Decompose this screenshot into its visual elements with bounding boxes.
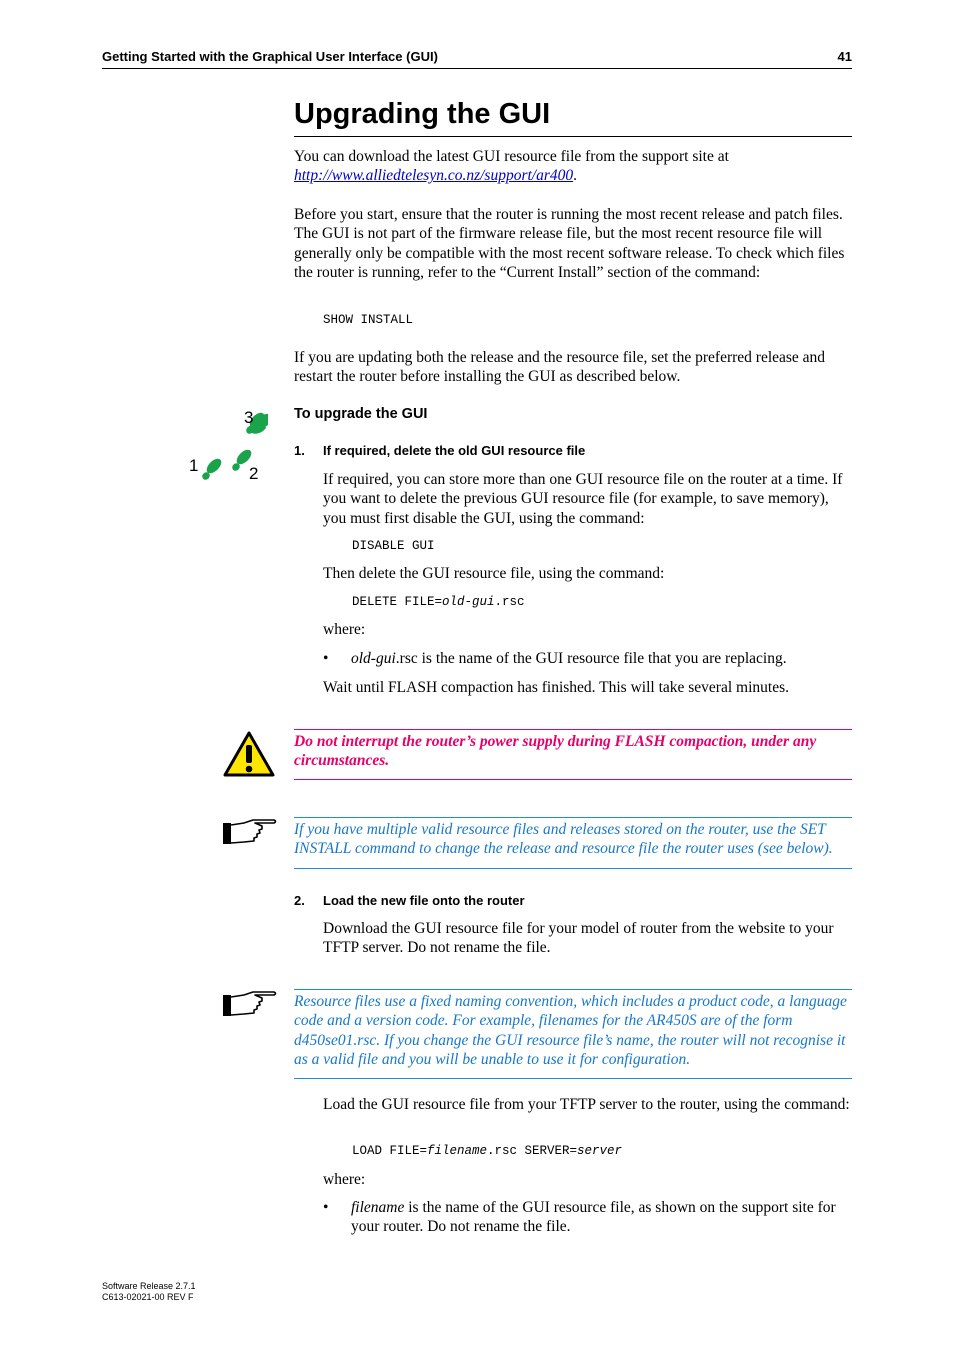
- note2-top-rule: [294, 989, 852, 990]
- procedure-title: To upgrade the GUI: [294, 406, 428, 422]
- support-link[interactable]: http://www.alliedtelesyn.co.nz/support/ar400: [294, 167, 574, 185]
- intro-text: You can download the latest GUI resource file from the support site at: [294, 148, 729, 165]
- bullet-marker: •: [323, 1199, 329, 1216]
- note1-text: If you have multiple valid resource files and releases stored on the router, use the SET INSTALL command to change the release and resource file the router uses (see below).: [294, 821, 833, 858]
- bullet-marker: •: [323, 650, 329, 667]
- step-number-3: 3: [244, 408, 254, 427]
- pointing-hand-icon: [222, 989, 278, 1019]
- warning-icon: [222, 730, 276, 778]
- step-number-2: 2: [249, 464, 259, 483]
- note2-text: Resource files use a fixed naming convention, which includes a product code, a language code and a version code. For example, filenames for the AR450S are of the form d450se01.rsc. If you change the GUI resource file’s name, the router will not recognise it as a valid file and you will be unable to use it for configuration.: [294, 993, 847, 1069]
- step1-text: If required, you can store more than one GUI resource file on the router at a time. If you want to delete the previous GUI resource file (for example, to save memory), you must first disable the GUI, using the command:: [323, 471, 843, 527]
- updating-paragraph: If you are updating both the release and the resource file, set the preferred release and restart the router before installing the GUI as described below.: [294, 349, 826, 386]
- load-text: Load the GUI resource file from your TFTP server to the router, using the command:: [323, 1096, 850, 1113]
- note1-top-rule: [294, 817, 852, 818]
- step1-where: where:: [323, 621, 366, 638]
- step1-bullet: old-gui.rsc is the name of the GUI resource file that you are replacing.: [351, 650, 787, 667]
- step2-title: Load the new file onto the router: [323, 893, 525, 908]
- step1-number: 1.: [294, 443, 305, 458]
- step1-wait: Wait until FLASH compaction has finished. This will take several minutes.: [323, 679, 789, 696]
- step1-title: If required, delete the old GUI resource file: [323, 443, 586, 458]
- command-load-file: LOAD FILE=filename.rsc SERVER=server: [352, 1144, 623, 1158]
- warning-text: Do not interrupt the router’s power supply during FLASH compaction, under any circumstances.: [294, 733, 817, 770]
- page-title: Upgrading the GUI: [294, 96, 852, 137]
- command-delete-file: DELETE FILE=old-gui.rsc: [352, 595, 525, 609]
- command-show-install: SHOW INSTALL: [323, 313, 414, 327]
- load-bullet: filename is the name of the GUI resource file, as shown on the support site for your router. Do not rename the file.: [351, 1199, 836, 1236]
- step1-then: Then delete the GUI resource file, using the command:: [323, 565, 665, 582]
- warning-bottom-rule: [294, 779, 852, 780]
- running-header: [102, 48, 852, 69]
- step2-number: 2.: [294, 893, 305, 908]
- footer-doc-id: C613-02021-00 REV F: [102, 1292, 194, 1302]
- footer: [102, 1281, 196, 1303]
- note1-bottom-rule: [294, 868, 852, 869]
- step2-text: Download the GUI resource file for your model of router from the website to your TFTP server. Do not rename the file.: [323, 920, 834, 957]
- before-paragraph: Before you start, ensure that the router is running the most recent release and patch files. The GUI is not part of the firmware release file, but the most recent resource file will generally only be compatible with the most recent software release. To check which files the router is running, refer to the “Current Install” section of the command:: [294, 206, 845, 282]
- page-number: 41: [837, 49, 852, 64]
- load-where: where:: [323, 1171, 366, 1188]
- intro-paragraph: You can download the latest GUI resource file from the support site at http://www.alliedtelesyn.co.nz/support/ar400.: [294, 148, 729, 185]
- warning-top-rule: [294, 729, 852, 730]
- note2-bottom-rule: [294, 1078, 852, 1079]
- command-disable-gui: DISABLE GUI: [352, 539, 435, 553]
- pointing-hand-icon: [222, 817, 278, 847]
- footer-release: Software Release 2.7.1: [102, 1281, 196, 1291]
- header-title: Getting Started with the Graphical User Interface (GUI): [102, 49, 438, 64]
- step-number-1: 1: [189, 456, 199, 475]
- footsteps-icon: [186, 402, 268, 492]
